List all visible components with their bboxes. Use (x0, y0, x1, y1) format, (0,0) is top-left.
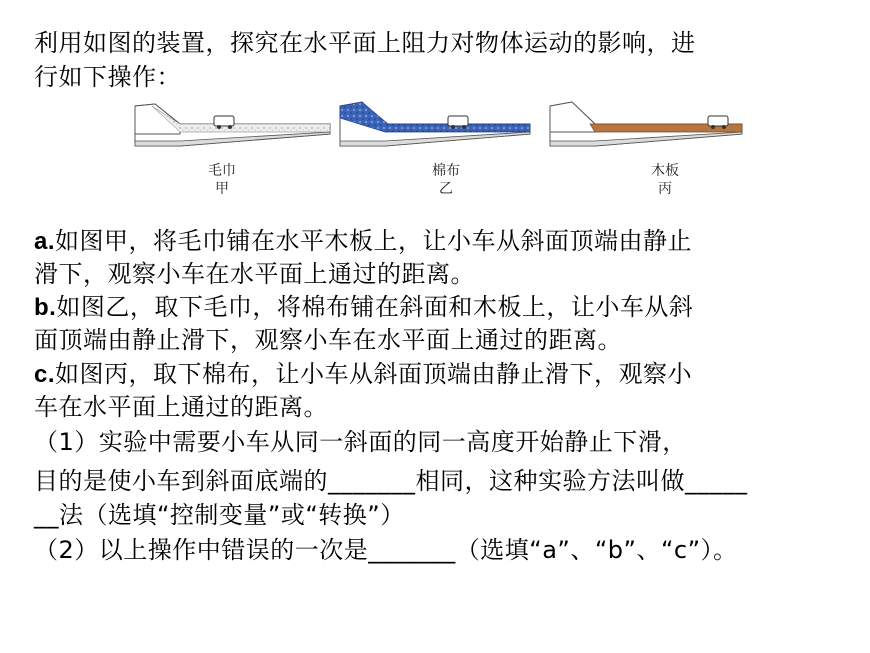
material-label: 木板 (651, 163, 679, 179)
material-label: 棉布 (432, 163, 460, 179)
experiment-figure (130, 96, 750, 216)
step-a-label: a. (34, 228, 56, 255)
intro-line-2: 行如下操作： (34, 63, 181, 91)
panel-wood (550, 102, 742, 146)
step-b-line-2: 面顶端由静止滑下，观察小车在水平面上通过的距离。 (34, 326, 622, 354)
cart-icon (214, 116, 234, 126)
step-a-line-2: 滑下，观察小车在水平面上通过的距离。 (34, 260, 475, 288)
figure-name: 丙 (658, 181, 672, 197)
step-c-text-1: 如图丙，取下棉布，让小车从斜面顶端由静止滑下，观察小 (55, 360, 693, 388)
step-c-line-1 (34, 359, 692, 390)
step-b-text-1: 如图乙，取下毛巾，将棉布铺在斜面和木板上，让小车从斜 (56, 293, 694, 321)
material-label: 毛巾 (208, 163, 236, 179)
panel-towel (135, 104, 330, 146)
step-b-label: b. (34, 294, 57, 321)
intro-line-1: 利用如图的装置，探究在水平面上阻力对物体运动的影响，进 (34, 29, 696, 57)
figure-name: 甲 (215, 181, 229, 197)
question-2-line-1: （2）以上操作中错误的一次是_______（选填“a”、“b”、“c”）。 (34, 536, 738, 564)
step-b-line-1 (34, 292, 693, 323)
step-c-line-2: 车在水平面上通过的距离。 (34, 393, 328, 421)
step-c-label: c. (34, 361, 56, 388)
step-a-line-1 (34, 226, 692, 257)
step-a-text-1: 如图甲，将毛巾铺在水平木板上，让小车从斜面顶端由静止 (55, 227, 693, 255)
figure-name: 乙 (439, 181, 453, 197)
question-1-line-3: __法（选填“控制变量”或“转换”） (34, 501, 405, 529)
panel-label-cotton (416, 162, 476, 198)
cart-icon (708, 116, 728, 126)
panel-label-towel (192, 162, 252, 198)
panel-cotton (340, 102, 530, 146)
experiment-illustration (130, 96, 750, 156)
cart-icon (448, 116, 468, 126)
question-1-line-2: 目的是使小车到斜面底端的_______相同，这种实验方法叫做_____ (34, 467, 748, 495)
question-1-line-1: （1）实验中需要小车从同一斜面的同一高度开始静止下滑， (34, 428, 687, 456)
panel-label-wood (635, 162, 695, 198)
